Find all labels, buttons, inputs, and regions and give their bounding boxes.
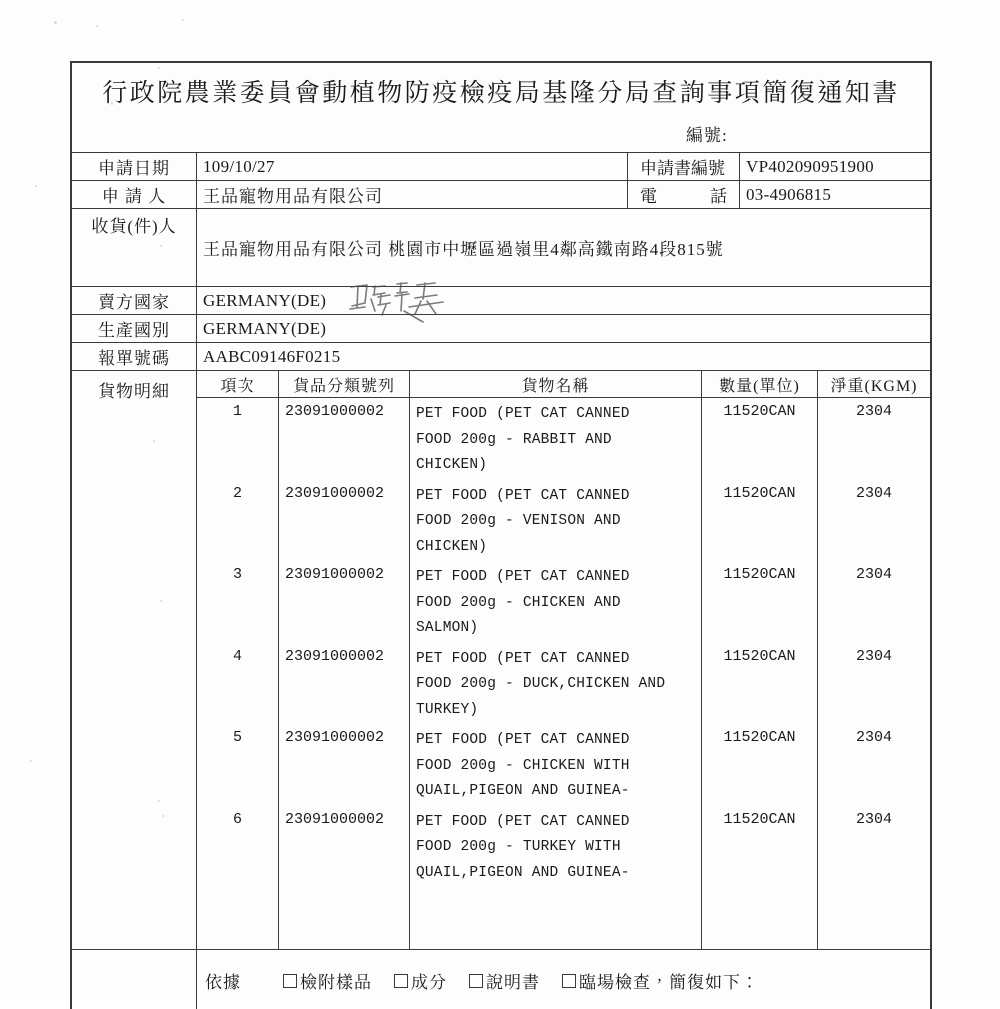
cell-name-line: CHICKEN) bbox=[416, 457, 488, 473]
page-title: 行政院農業委員會動植物防疫檢疫局基隆分局查詢事項簡復通知書 bbox=[102, 78, 900, 107]
telephone-label bbox=[628, 181, 740, 208]
cell-qty: 11520CAN bbox=[702, 806, 818, 888]
cell-net: 2304 bbox=[855, 647, 892, 665]
checkbox-item[interactable] bbox=[562, 968, 759, 993]
cell-qty: 11520CAN bbox=[702, 480, 818, 562]
cell-name bbox=[410, 398, 702, 480]
checkbox-icon[interactable] bbox=[394, 974, 408, 988]
checkbox-label: 成分 bbox=[411, 973, 447, 992]
cell-seq: 4 bbox=[197, 643, 279, 725]
table-row bbox=[197, 643, 930, 725]
cell-seq: 3 bbox=[197, 561, 279, 643]
serial-number-label: 編號: bbox=[686, 126, 728, 145]
cell-name-line: PET FOOD (PET CAT CANNED bbox=[416, 487, 630, 504]
cell-name bbox=[410, 480, 702, 562]
scan-speck bbox=[182, 19, 184, 21]
cell-qty: 11520CAN bbox=[702, 398, 818, 480]
cell-seq: 5 bbox=[197, 724, 279, 806]
cell-name-line: PET FOOD (PET CAT CANNED bbox=[416, 732, 630, 748]
filler-qty bbox=[702, 887, 818, 949]
application-date-label: 申請日期 bbox=[72, 153, 197, 180]
checkbox-label: 臨場檢查，簡復如下： bbox=[579, 973, 759, 992]
checkbox-item[interactable] bbox=[394, 968, 447, 993]
cell-name-line: CHICKEN) bbox=[416, 538, 488, 555]
cell-net: 2304 bbox=[855, 403, 892, 420]
column-header-qty: 數量(單位) bbox=[702, 371, 818, 397]
cell-qty: 11520CAN bbox=[702, 561, 818, 643]
title-row bbox=[72, 63, 930, 115]
application-date-row bbox=[72, 153, 930, 181]
applicant-label: 申 請 人 bbox=[72, 181, 197, 208]
filler-name bbox=[410, 887, 702, 949]
cell-code: 23091000002 bbox=[279, 643, 410, 725]
declaration-number-row bbox=[72, 343, 930, 371]
notification-form bbox=[70, 61, 932, 1009]
table-row bbox=[197, 398, 930, 480]
goods-table-filler bbox=[197, 887, 930, 949]
cell-name bbox=[410, 806, 702, 888]
form-number-value: VP402090951900 bbox=[746, 156, 874, 176]
serial-row bbox=[72, 115, 930, 153]
filler-code bbox=[279, 887, 410, 949]
scan-speck bbox=[30, 760, 32, 762]
basis-label: 依據 bbox=[205, 973, 241, 992]
table-row bbox=[197, 561, 930, 643]
cell-seq: 6 bbox=[197, 806, 279, 888]
cell-name bbox=[410, 643, 702, 725]
cell-net: 2304 bbox=[855, 810, 892, 828]
cell-qty: 11520CAN bbox=[702, 643, 818, 725]
basis-row bbox=[72, 949, 930, 1009]
serial-spacer bbox=[72, 115, 680, 152]
cell-net: 2304 bbox=[855, 566, 892, 583]
column-header-code: 貨品分類號列 bbox=[279, 371, 410, 397]
cell-name-line: QUAIL,PIGEON AND GUINEA- bbox=[416, 864, 630, 881]
cell-net: 2304 bbox=[855, 729, 892, 746]
cell-seq: 2 bbox=[197, 480, 279, 562]
cell-name-line: FOOD 200g - CHICKEN AND bbox=[416, 594, 621, 611]
checkbox-item[interactable] bbox=[469, 968, 540, 993]
checkbox-icon[interactable] bbox=[283, 974, 297, 988]
goods-detail-label: 貨物明細 bbox=[72, 371, 197, 949]
checkbox-icon[interactable] bbox=[562, 974, 576, 988]
consignee-value: 王品寵物用品有限公司 桃園市中壢區過嶺里4鄰高鐵南路4段815號 bbox=[203, 240, 724, 259]
cell-seq: 1 bbox=[197, 398, 279, 480]
applicant-row bbox=[72, 181, 930, 209]
cell-code: 23091000002 bbox=[279, 561, 410, 643]
cell-net: 2304 bbox=[855, 484, 892, 502]
column-header-net: 淨重(KGM) bbox=[830, 377, 918, 395]
seller-country-row bbox=[72, 287, 930, 315]
scan-speck bbox=[54, 21, 57, 24]
checkbox-label: 說明書 bbox=[486, 973, 540, 992]
cell-code: 23091000002 bbox=[279, 480, 410, 562]
declaration-number-label: 報單號碼 bbox=[72, 343, 197, 370]
checkbox-icon[interactable] bbox=[469, 974, 483, 988]
basis-content bbox=[197, 950, 930, 1009]
cell-code: 23091000002 bbox=[279, 398, 410, 480]
seller-country-label: 賣方國家 bbox=[72, 287, 197, 314]
cell-name-line: QUAIL,PIGEON AND GUINEA- bbox=[416, 783, 630, 799]
goods-table-header bbox=[197, 371, 930, 398]
production-country-value: GERMANY(DE) bbox=[203, 318, 327, 338]
cell-name-line: TURKEY) bbox=[416, 701, 479, 718]
consignee-label: 收貨(件)人 bbox=[72, 209, 197, 286]
cell-name-line: FOOD 200g - CHICKEN WITH bbox=[416, 757, 630, 774]
goods-table-body bbox=[197, 398, 930, 887]
cell-name-line: FOOD 200g - DUCK,CHICKEN AND bbox=[416, 676, 666, 692]
filler-net bbox=[818, 887, 930, 949]
column-header-name-text: 貨物名稱 bbox=[521, 377, 590, 395]
production-country-row bbox=[72, 315, 930, 343]
checkbox-item[interactable] bbox=[283, 968, 372, 993]
checkbox-label: 檢附樣品 bbox=[300, 973, 372, 992]
application-date-value: 109/10/27 bbox=[197, 153, 628, 180]
scan-speck bbox=[35, 185, 37, 187]
cell-name-line: FOOD 200g - TURKEY WITH bbox=[416, 839, 621, 855]
declaration-number-value: AABC09146F0215 bbox=[203, 346, 341, 366]
form-number-label: 申請書編號 bbox=[628, 153, 740, 180]
cell-name-line: PET FOOD (PET CAT CANNED bbox=[416, 406, 630, 422]
scan-speck bbox=[96, 25, 98, 27]
cell-code: 23091000002 bbox=[279, 724, 410, 806]
telephone-label-second: 話 bbox=[710, 187, 727, 206]
filler-seq bbox=[197, 887, 279, 949]
production-country-label: 生產國別 bbox=[72, 315, 197, 342]
cell-name-line: PET FOOD (PET CAT CANNED bbox=[416, 813, 630, 830]
table-row bbox=[197, 724, 930, 806]
cell-name-line: FOOD 200g - VENISON AND bbox=[416, 513, 621, 529]
cell-name-line: PET FOOD (PET CAT CANNED bbox=[416, 650, 630, 667]
table-row bbox=[197, 480, 930, 562]
cell-name-line: PET FOOD (PET CAT CANNED bbox=[416, 569, 630, 585]
cell-name-line: FOOD 200g - RABBIT AND bbox=[416, 431, 612, 448]
applicant-value: 王品寵物用品有限公司 bbox=[197, 181, 628, 208]
goods-detail-row bbox=[72, 371, 930, 949]
cell-name-line: SALMON) bbox=[416, 620, 479, 636]
seller-country-value: GERMANY(DE) bbox=[203, 290, 327, 310]
cell-code: 23091000002 bbox=[279, 806, 410, 888]
cell-name bbox=[410, 724, 702, 806]
goods-table bbox=[197, 371, 930, 949]
cell-name bbox=[410, 561, 702, 643]
consignee-row bbox=[72, 209, 930, 287]
cell-qty: 11520CAN bbox=[702, 724, 818, 806]
telephone-label-first: 電 bbox=[640, 187, 657, 206]
basis-blank-cell bbox=[72, 950, 197, 1009]
checkbox-group bbox=[283, 968, 781, 993]
table-row bbox=[197, 806, 930, 888]
column-header-name bbox=[410, 371, 702, 397]
telephone-value: 03-4906815 bbox=[746, 184, 832, 204]
column-header-seq: 項次 bbox=[197, 371, 279, 397]
